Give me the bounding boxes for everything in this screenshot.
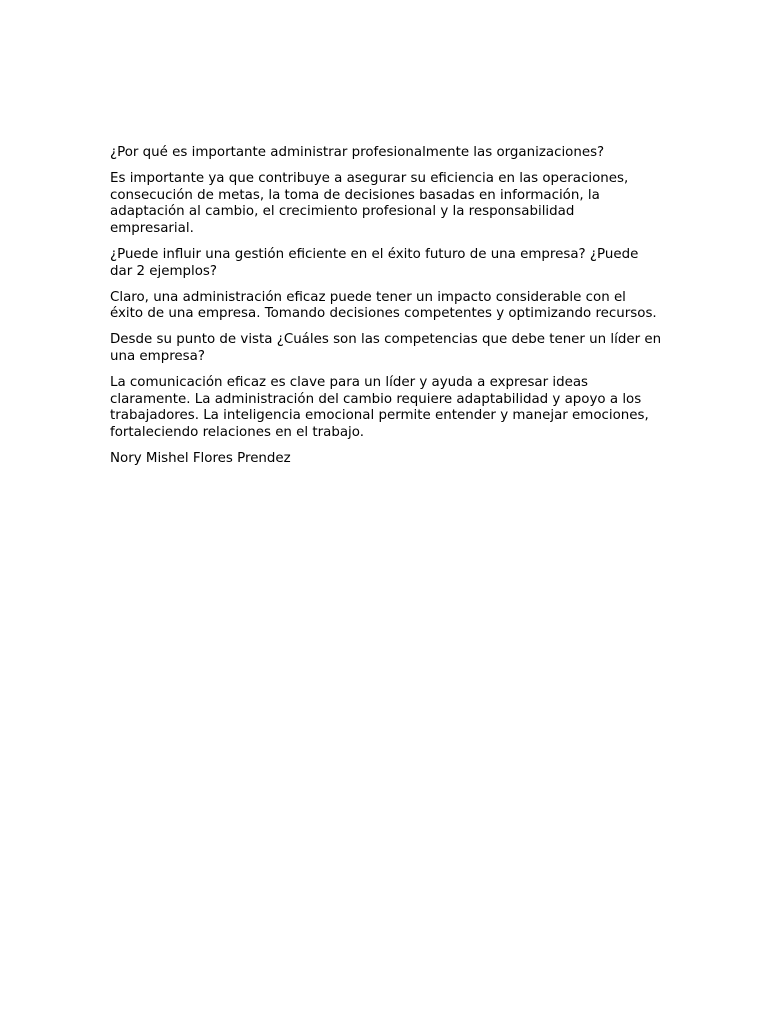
answer-1: Es importante ya que contribuye a asegurar su eficiencia en las operaciones, consecución de metas, la toma de decisiones basadas en información, la adaptación al cambio, el crecimiento profesional y la responsabilidad empresarial. [110,170,629,237]
document-body [110,145,662,477]
question-3: Desde su punto de vista ¿Cuáles son las competencias que debe tener un líder en una empresa? [110,332,662,364]
author-name: Nory Mishel Flores Prendez [110,450,291,466]
answer-3: La comunicación eficaz es clave para un líder y ayuda a expresar ideas claramente. La administración del cambio requiere adaptabilidad y apoyo a los trabajadores. La inteligencia emocional permite entender y manejar emociones, fortaleciendo relaciones en el trabajo. [110,374,649,441]
answer-2: Claro, una administración eficaz puede tener un impacto considerable con el éxito de una empresa. Tomando decisiones competentes y optimizando recursos. [110,289,657,322]
question-2: ¿Puede influir una gestión eficiente en el éxito futuro de una empresa? ¿Puede dar 2 ejemplos? [110,246,639,279]
question-1: ¿Por qué es importante administrar profesionalmente las organizaciones? [110,145,605,160]
